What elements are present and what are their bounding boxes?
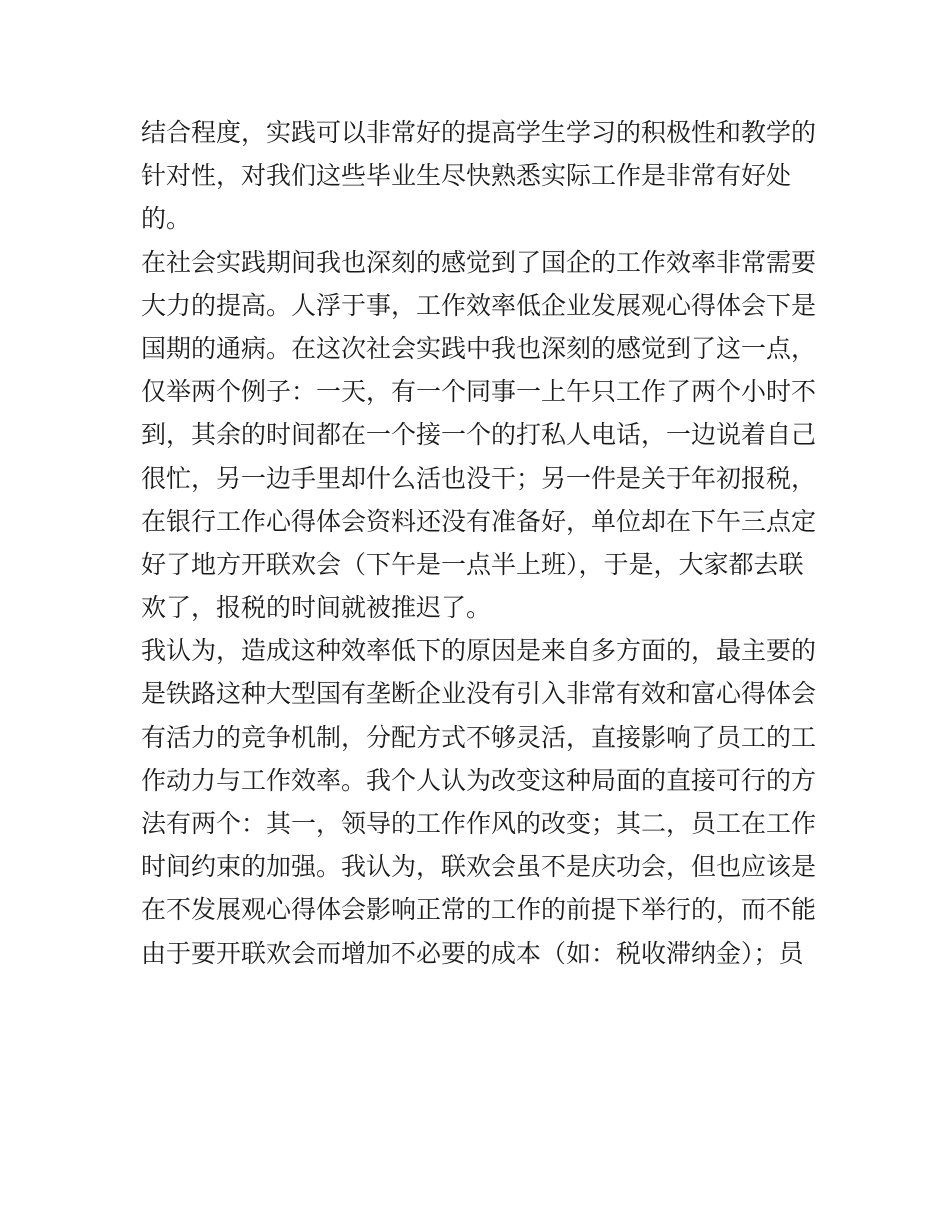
body-text xyxy=(141,111,821,975)
text-line: 是铁路这种大型国有垄断企业没有引入非常有效和富心得体会 xyxy=(141,679,817,709)
text-line: 时间约束的加强。我认为，联欢会虽不是庆功会，但也应该是 xyxy=(141,852,817,882)
text-line: 国期的通病。在这次社会实践中我也深刻的感觉到了这一点， xyxy=(141,333,817,363)
text-line: 仅举两个例子：一天，有一个同事一上午只工作了两个小时不 xyxy=(141,377,817,407)
text-line: 我认为，造成这种效率低下的原因是来自多方面的，最主要的 xyxy=(141,636,817,666)
text-line: 法有两个：其一，领导的工作作风的改变；其二，员工在工作 xyxy=(141,809,817,838)
text-line: 由于要开联欢会而增加不必要的成本（如：税收滞纳金）；员 xyxy=(141,938,804,968)
text-line: 到，其余的时间都在一个接一个的打私人电话，一边说着自己 xyxy=(141,420,817,450)
text-line: 很忙，另一边手里却什么活也没干；另一件是关于年初报税， xyxy=(141,463,817,493)
text-line: 大力的提高。人浮于事，工作效率低企业发展观心得体会下是 xyxy=(141,290,817,320)
text-line: 有活力的竞争机制，分配方式不够灵活，直接影响了员工的工 xyxy=(141,722,817,752)
text-line: 作动力与工作效率。我个人认为改变这种局面的直接可行的方 xyxy=(141,765,817,795)
text-line: 在不发展观心得体会影响正常的工作的前提下举行的，而不能 xyxy=(141,895,817,925)
text-line: 在银行工作心得体会资料还没有准备好，单位却在下午三点定 xyxy=(141,506,817,536)
text-line: 在社会实践期间我也深刻的感觉到了国企的工作效率非常需要 xyxy=(141,247,817,277)
text-line: 好了地方开联欢会（下午是一点半上班），于是，大家都去联 xyxy=(141,549,804,579)
text-line: 的。 xyxy=(141,204,192,234)
text-line: 结合程度，实践可以非常好的提高学生学习的积极性和教学的 xyxy=(141,118,817,147)
text-line: 针对性，对我们这些毕业生尽快熟悉实际工作是非常有好处 xyxy=(141,161,792,191)
text-line: 欢了，报税的时间就被推迟了。 xyxy=(141,593,492,623)
